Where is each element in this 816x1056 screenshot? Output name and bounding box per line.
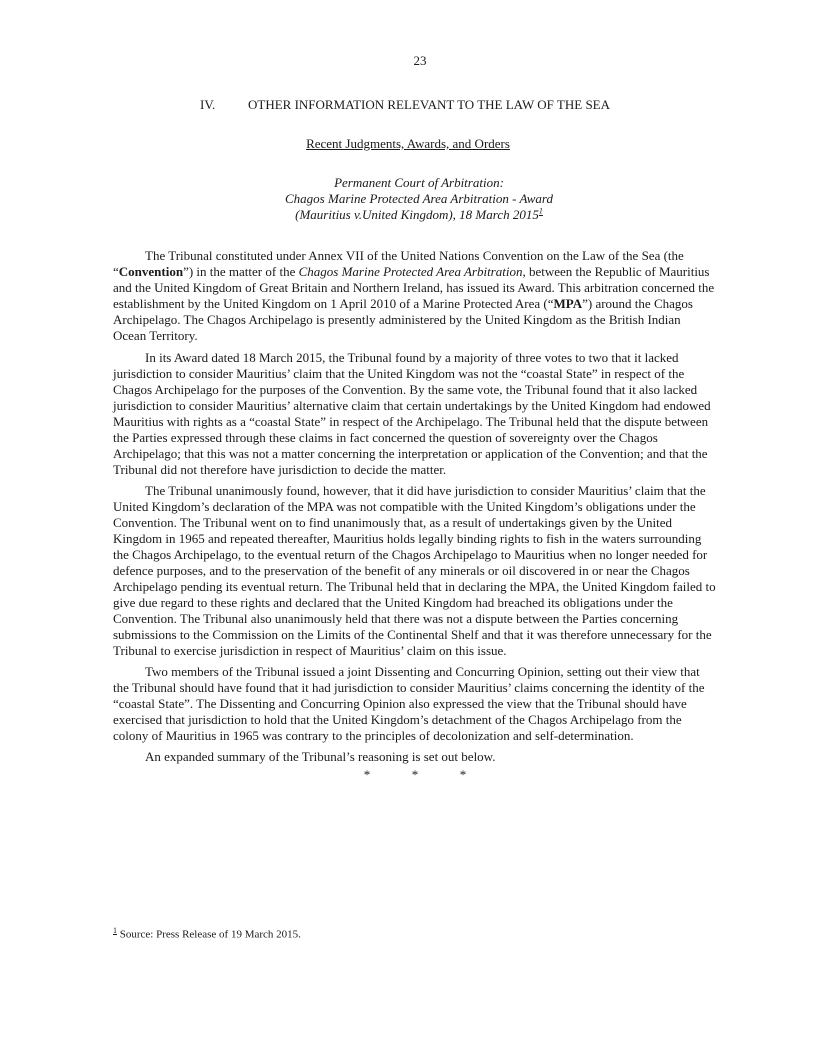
separator-star: * <box>363 767 371 782</box>
section-separator <box>113 767 717 783</box>
paragraph-5: An expanded summary of the Tribunal’s reasoning is set out below. <box>145 749 496 764</box>
body-text <box>113 248 717 783</box>
section-number: IV. <box>200 97 216 112</box>
paragraph-1-text-c: , between the Republic of Mauritius and the United Kingdom of Great Britain and Northern Ireland, has issued its Award. This arbitration concerned the establishment by the United Kingdom on 1 April 2010 of a Marine Protected Area (“ <box>113 264 715 311</box>
paragraph-1-text-b: ”) in the matter of the <box>183 264 299 279</box>
paragraph-1 <box>113 248 717 344</box>
paragraph-4: Two members of the Tribunal issued a joint Dissenting and Concurring Opinion, setting out their view that the Tribunal should have found that it had jurisdiction to consider Mauritius’ claims concerning the identity of the “coastal State”. The Dissenting and Concurring Opinion also expressed the view that the Tribunal should have exercised that jurisdiction to hold that the United Kingdom’s detachment of the Chagos Archipelago from the colony of Mauritius in 1965 was contrary to the principles of decolonization and self-determination. <box>113 664 705 743</box>
case-name-italic: Chagos Marine Protected Area Arbitration <box>298 264 523 279</box>
case-parties-text: (Mauritius v.United Kingdom), 18 March 2015 <box>295 207 539 222</box>
case-citation <box>0 175 816 223</box>
separator-star: * <box>411 767 419 782</box>
case-title: Chagos Marine Protected Area Arbitration - Award <box>285 191 553 206</box>
term-mpa: MPA <box>553 296 583 311</box>
page-number: 23 <box>413 53 427 68</box>
paragraph-1-text-d: ”) around the Chagos Archipelago. The Chagos Archipelago is presently administered by the United Kingdom as the British Indian Ocean Territory. <box>113 296 693 343</box>
footnote <box>113 926 301 941</box>
subheading: Recent Judgments, Awards, and Orders <box>306 136 510 151</box>
footnote-text: Source: Press Release of 19 March 2015. <box>119 928 301 941</box>
case-parties-date <box>0 207 816 223</box>
case-court: Permanent Court of Arbitration: <box>334 175 504 190</box>
paragraph-3: The Tribunal unanimously found, however, that it did have jurisdiction to consider Mauritius’ claim that the United Kingdom’s declaration of the MPA was not compatible with the United Kingdom’s obligations under the Convention. The Tribunal went on to find unanimously that, as a result of undertakings given by the United Kingdom in 1965 and repeated thereafter, Mauritius holds legally binding rights to fish in the waters surrounding the Chagos Archipelago, to the eventual return of the Chagos Archipelago to Mauritius when no longer needed for defence purposes, and to the preservation of the benefit of any minerals or oil discovered in or near the Chagos Archipelago pending its eventual return. The Tribunal held that in declaring the MPA, the United Kingdom failed to give due regard to these rights and declared that the United Kingdom had breached its obligations under the Convention. The Tribunal also unanimously held that there was not a dispute between the Parties concerning submissions to the Commission on the Limits of the Continental Shelf and that it was therefore unnecessary for the Tribunal to exercise jurisdiction in respect of Mauritius’ claim on this issue. <box>113 483 716 658</box>
footnote-reference[interactable]: 1 <box>538 206 543 216</box>
paragraph-1-text-a: The Tribunal constituted under Annex VII of the United Nations Convention on the Law of the Sea (the “ <box>113 248 684 279</box>
term-convention: Convention <box>118 264 184 279</box>
footnote-marker: 1 <box>113 926 117 935</box>
paragraph-2: In its Award dated 18 March 2015, the Tribunal found by a majority of three votes to two that it lacked jurisdiction to consider Mauritius’ claim that the United Kingdom was not the “coastal State” in respect of the Chagos Archipelago for the purposes of the Convention. By the same vote, the Tribunal found that it also lacked jurisdiction to consider Mauritius’ alternative claim that certain undertakings by the United Kingdom had endowed Mauritius with rights as a “coastal State” in respect of the Archipelago. The Tribunal held that the dispute between the Parties expressed through these claims in fact concerned the question of sovereignty over the Chagos Archipelago; that this was not a matter concerning the interpretation or application of the Convention; and that the Tribunal did not therefore have jurisdiction to decide the matter. <box>113 350 711 477</box>
section-heading <box>200 97 610 113</box>
separator-star: * <box>459 767 467 782</box>
section-title: OTHER INFORMATION RELEVANT TO THE LAW OF THE SEA <box>248 97 611 112</box>
